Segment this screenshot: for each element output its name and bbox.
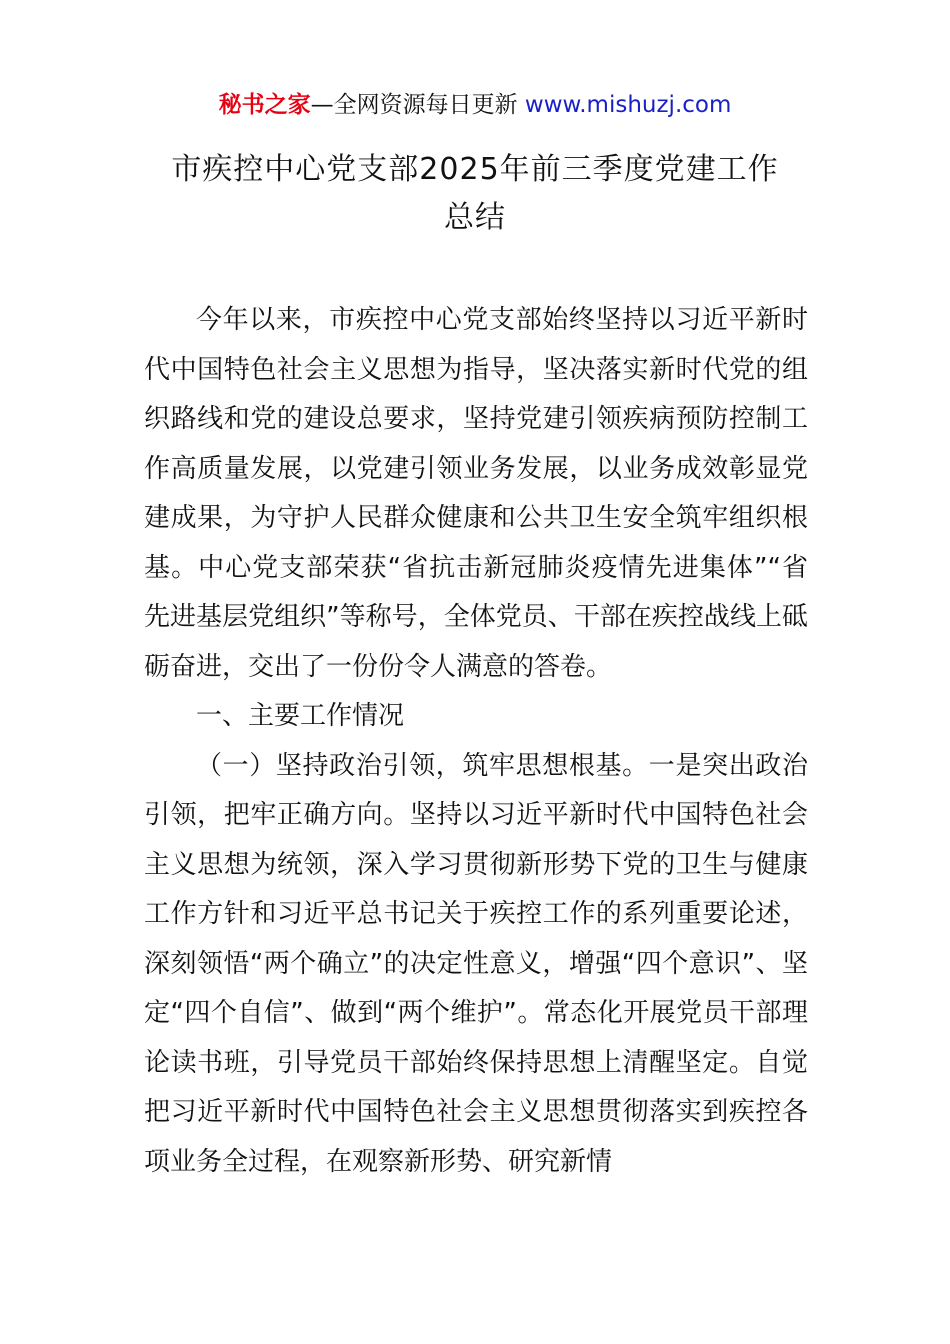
site-header <box>0 88 950 122</box>
document-title <box>100 146 850 242</box>
title-line-2: 总结 <box>444 200 506 235</box>
subsection-paragraph: （一）坚持政治引领，筑牢思想根基。一是突出政治引领，把牢正确方向。坚持以习近平新时代中国特色社会主义思想为统领，深入学习贯彻新形势下党的卫生与健康工作方针和习近平总书记关于疾控工作的系列重要论述，深刻领悟“两个确立”的决定性意义，增强“四个意识”、坚定“四个自信”、做到“两个维护”。常态化开展党员干部理论读书班，引导党员干部始终保持思想上清醒坚定。自觉把习近平新时代中国特色社会主义思想贯彻落实到疾控各项业务全过程，在观察新形势、研究新情 <box>144 750 808 1177</box>
section-heading: 一、主要工作情况 <box>196 701 405 731</box>
brand-name: 秘书之家 <box>218 92 311 118</box>
document-body <box>144 296 808 1187</box>
site-url-link[interactable]: www.mishuzj.com <box>524 92 732 118</box>
header-tagline: —全网资源每日更新 <box>310 92 525 118</box>
intro-paragraph: 今年以来，市疾控中心党支部始终坚持以习近平新时代中国特色社会主义思想为指导，坚决落实新时代党的组织路线和党的建设总要求，坚持党建引领疾病预防控制工作高质量发展，以党建引领业务发展，以业务成效彰显党建成果，为守护人民群众健康和公共卫生安全筑牢组织根基。中心党支部荣获“省抗击新冠肺炎疫情先进集体”“省先进基层党组织”等称号，全体党员、干部在疾控战线上砥砺奋进，交出了一份份令人满意的答卷。 <box>144 305 808 682</box>
title-line-1: 市疾控中心党支部2025年前三季度党建工作 <box>171 152 779 187</box>
